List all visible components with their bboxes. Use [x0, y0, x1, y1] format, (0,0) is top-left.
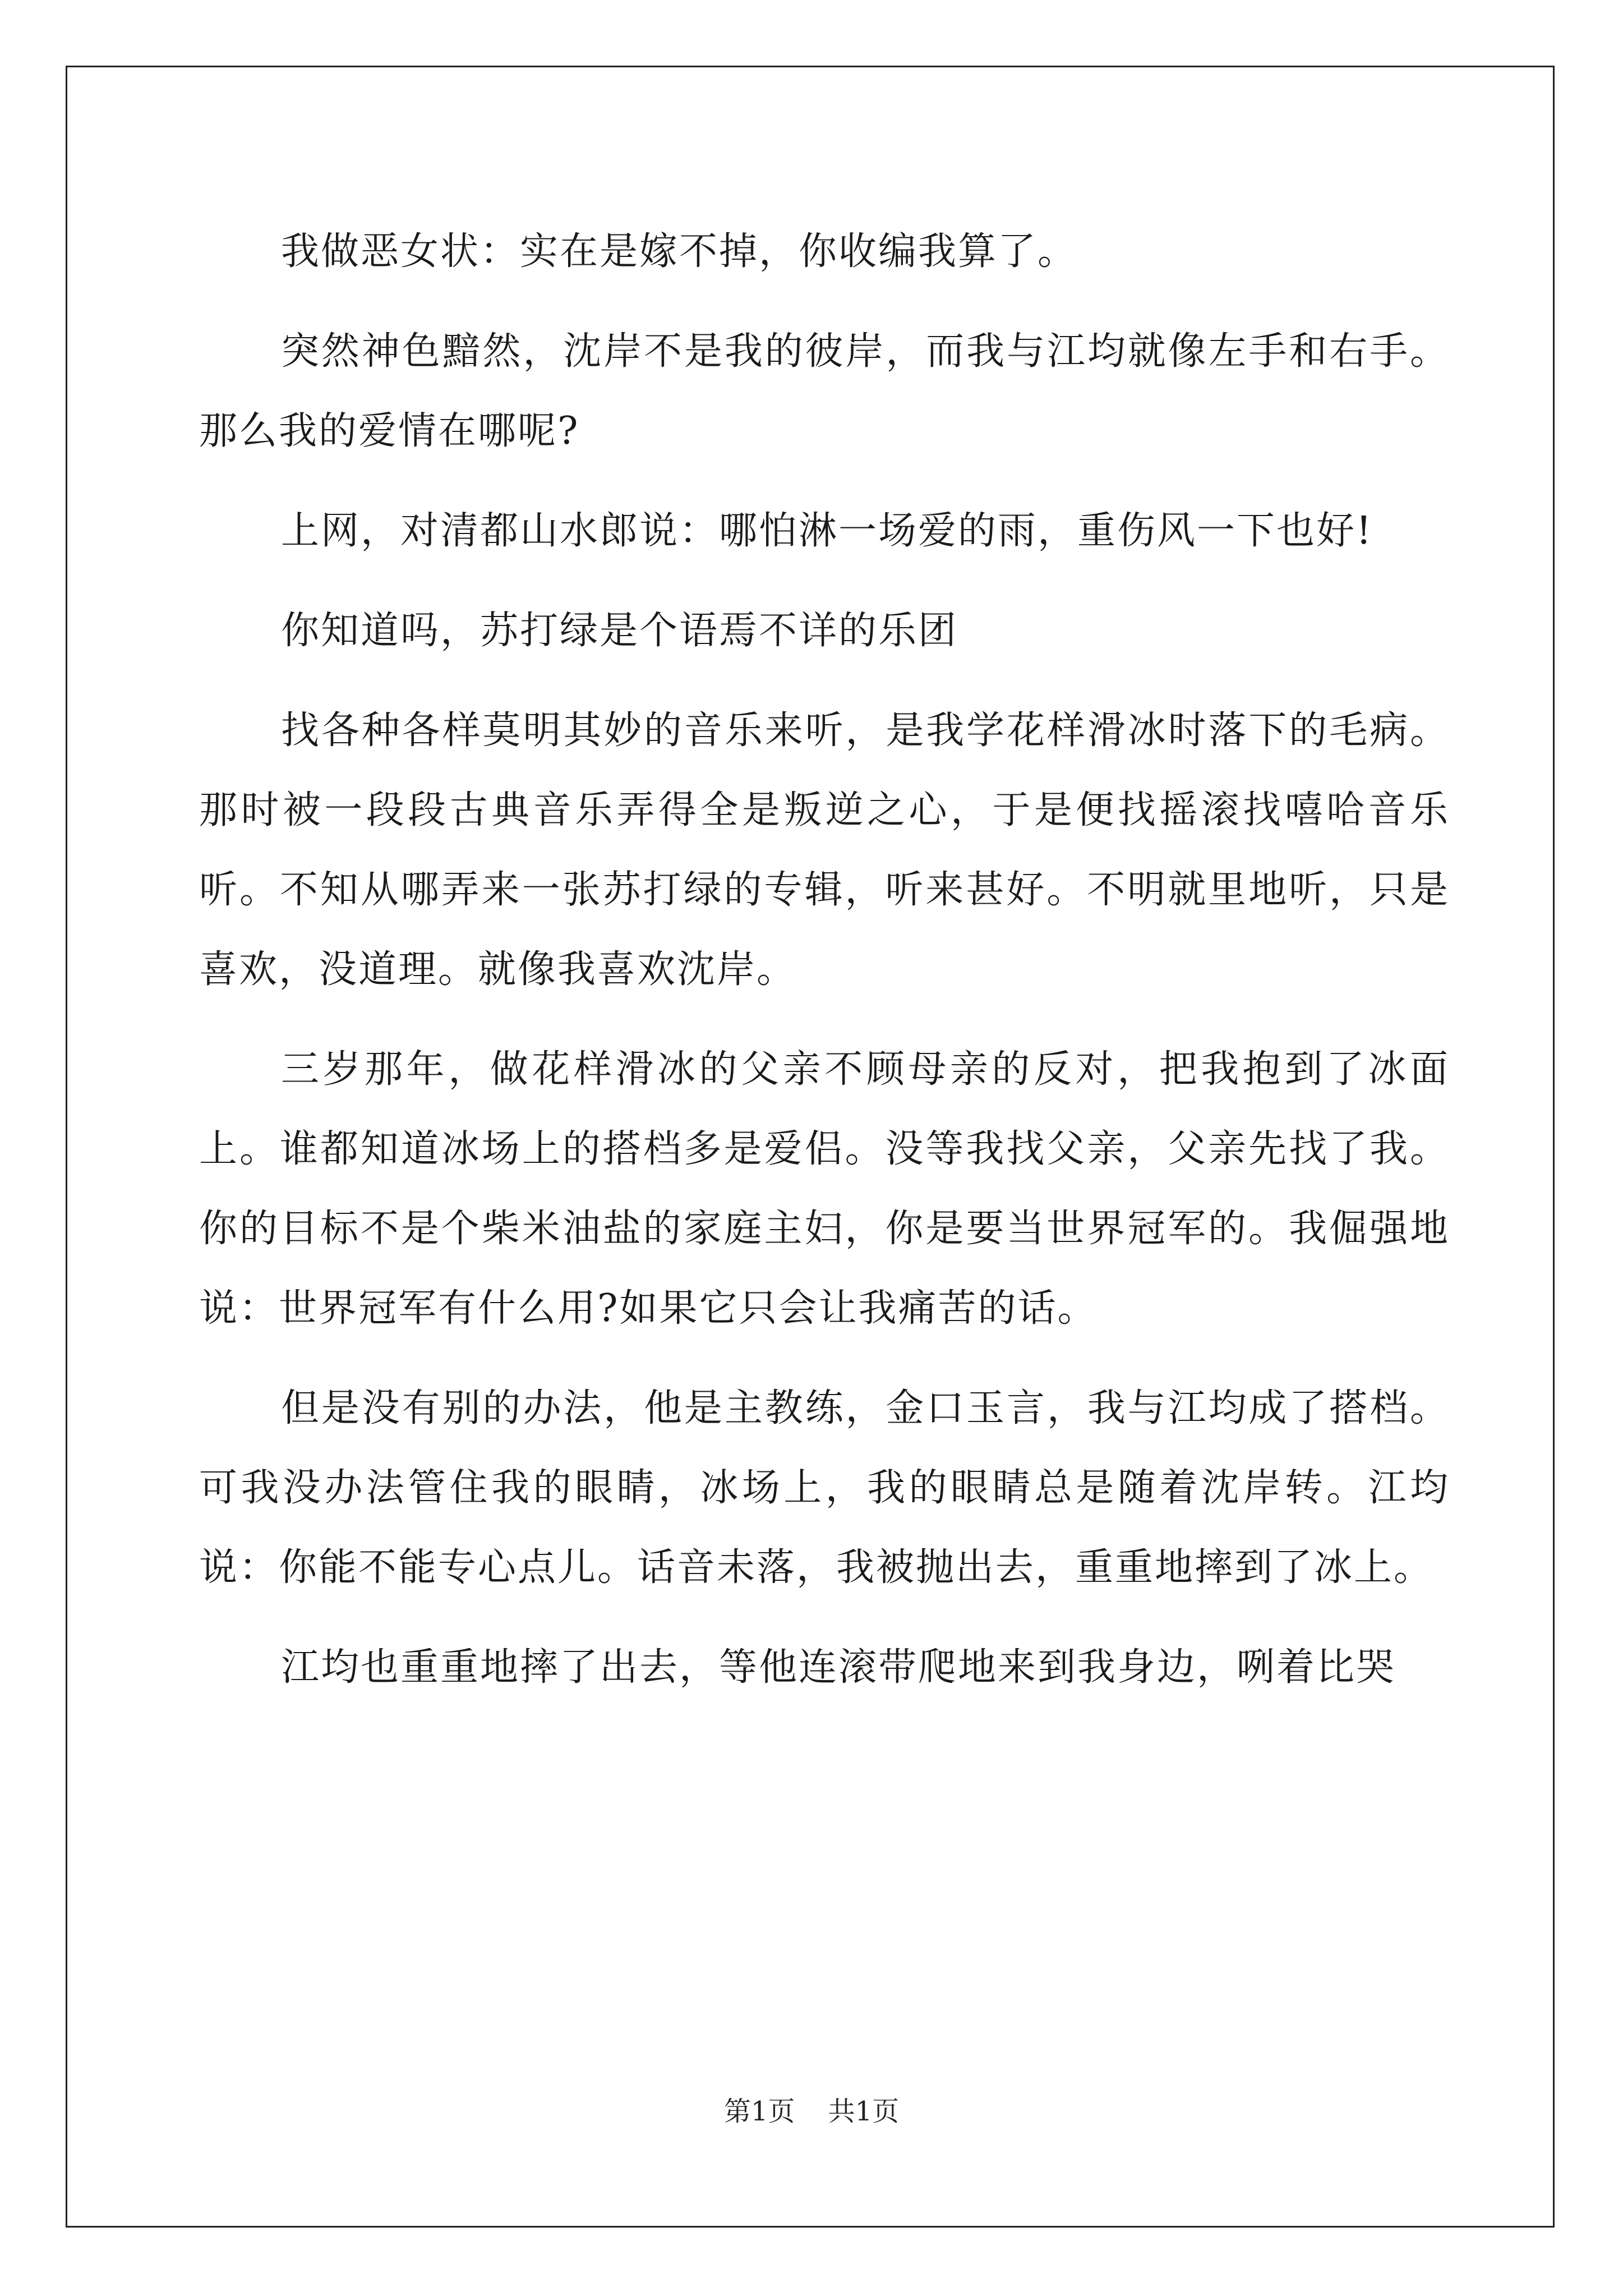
paragraph: 上网，对清都山水郎说：哪怕淋一场爱的雨，重伤风一下也好! — [281, 509, 1373, 553]
paragraph: 你知道吗，苏打绿是个语焉不详的乐团 — [281, 609, 958, 653]
page-number-total: 共1页 — [828, 2096, 900, 2127]
paragraph: 突然神色黯然，沈岸不是我的彼岸，而我与江均就像左手和右手。那么我的爱情在哪呢? — [199, 329, 1450, 453]
paragraph: 三岁那年，做花样滑冰的父亲不顾母亲的反对，把我抱到了冰面上。谁都知道冰场上的搭档多是爱侣。没等我找父亲，父亲先找了我。你的目标不是个柴米油盐的家庭主妇，你是要当世界冠军的。我倔强地说：世界冠军有什么用?如果它只会让我痛苦的话。 — [199, 1047, 1450, 1331]
paragraph: 但是没有别的办法，他是主教练，金口玉言，我与江均成了搭档。可我没办法管住我的眼睛，冰场上，我的眼睛总是随着沈岸转。江均说：你能不能专心点儿。话音未落，我被抛出去，重重地摔到了冰上。 — [199, 1386, 1450, 1590]
page-footer — [0, 2090, 1623, 2128]
paragraph: 我做恶女状：实在是嫁不掉，你收编我算了。 — [281, 229, 1078, 274]
paragraph: 找各种各样莫明其妙的音乐来听，是我学花样滑冰时落下的毛病。那时被一段段古典音乐弄得全是叛逆之心，于是便找摇滚找嘻哈音乐听。不知从哪弄来一张苏打绿的专辑，听来甚好。不明就里地听，只是喜欢，没道理。就像我喜欢沈岸。 — [199, 708, 1450, 992]
document-body — [199, 212, 1450, 1728]
page-number-current: 第1页 — [723, 2096, 795, 2127]
paragraph: 江均也重重地摔了出去，等他连滚带爬地来到我身边，咧着比哭 — [281, 1645, 1396, 1690]
